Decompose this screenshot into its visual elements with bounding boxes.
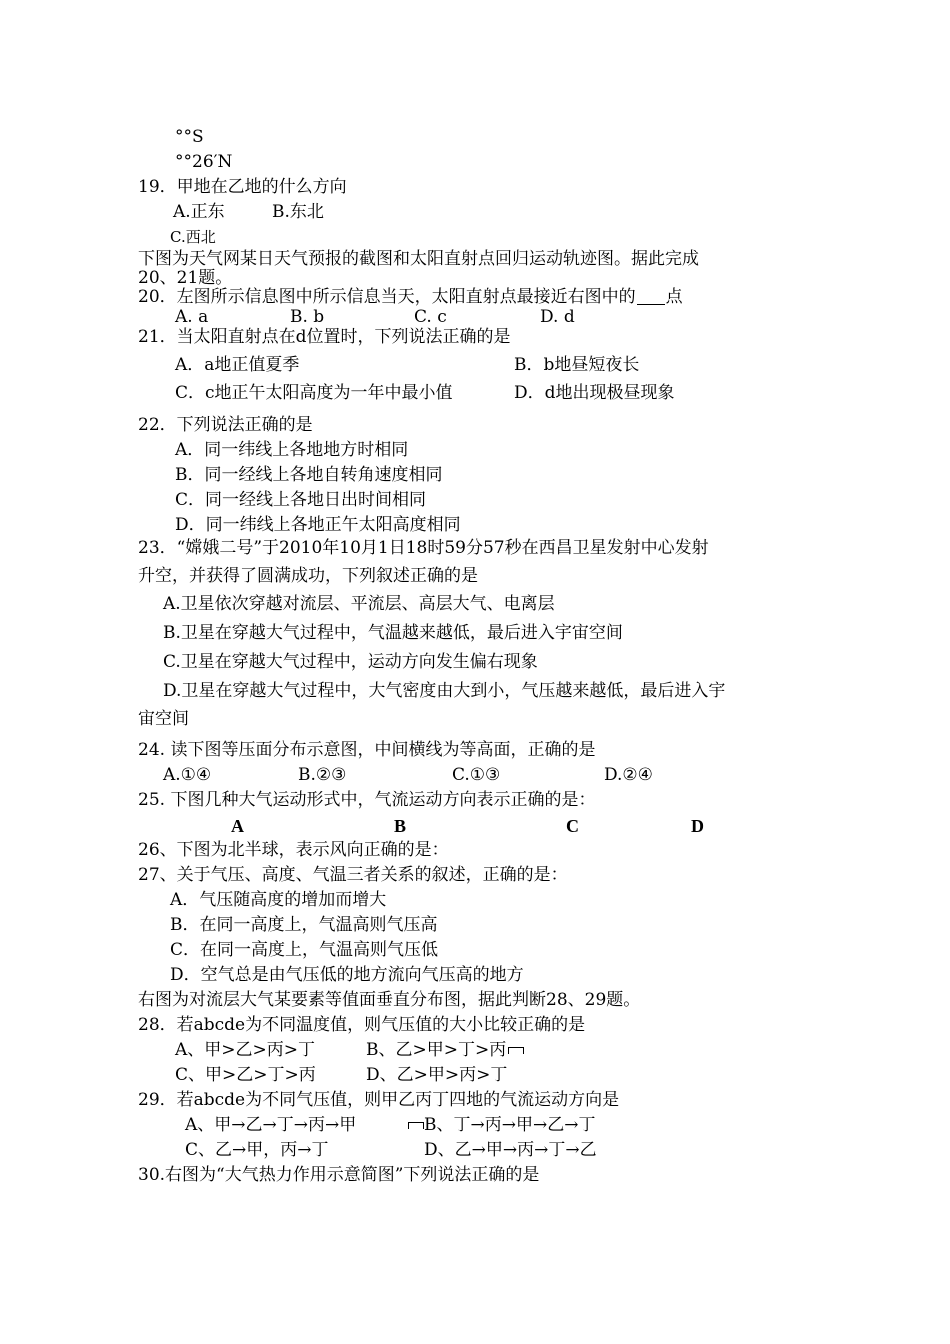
intro-28-29: 右图为对流层大气某要素等值面垂直分布图，据此判断28、29题。 xyxy=(138,990,641,1010)
question-22: 22．下列说法正确的是 xyxy=(138,415,313,435)
q21-option-d: D．d地出现极昼现象 xyxy=(514,383,675,403)
q29-option-b-text: B、丁→丙→甲→乙→丁 xyxy=(424,1115,596,1135)
bracket-mark xyxy=(508,1047,524,1054)
q20-option-d: D. d xyxy=(540,307,575,327)
q28-option-c: C、甲>乙>丁>丙 xyxy=(175,1065,316,1085)
q21-option-c: C．c地正午太阳高度为一年中最小值 xyxy=(175,383,453,403)
q20-option-c: C. c xyxy=(414,307,447,327)
degree-line-n: °°26′N xyxy=(175,152,233,172)
q27-option-b: B．在同一高度上，气温高则气压高 xyxy=(170,915,438,935)
q29-option-a: A、甲→乙→丁→丙→甲 xyxy=(185,1115,357,1135)
q22-option-a: A．同一纬线上各地地方时相同 xyxy=(175,440,409,460)
question-23-line1: 23．“嫦娥二号”于2010年10月1日18时59分57秒在西昌卫星发射中心发射 xyxy=(138,538,709,558)
q21-option-a: A．a地正值夏季 xyxy=(175,355,300,375)
q20-text-end: 点 xyxy=(665,287,683,307)
intro-20-21-line2: 20、21题。 xyxy=(138,268,233,288)
q20-text: 20．左图所示信息图中所示信息当天，太阳直射点最接近右图中的 xyxy=(138,287,636,307)
intro-20-21-line1: 下图为天气网某日天气预报的截图和太阳直射点回归运动轨迹图。据此完成 xyxy=(138,249,699,269)
question-23-line2: 升空，并获得了圆满成功，下列叙述正确的是 xyxy=(138,566,478,586)
q24-option-d: D.②④ xyxy=(604,765,653,785)
q19-option-c: C.西北 xyxy=(170,228,216,246)
q19-option-a: A.正东 xyxy=(173,202,225,222)
q24-option-a: A.①④ xyxy=(163,765,212,785)
question-27: 27、关于气压、高度、气温三者关系的叙述，正确的是： xyxy=(138,865,568,885)
q25-label-a: A xyxy=(231,816,244,836)
q22-option-b: B．同一经线上各地自转角速度相同 xyxy=(175,465,443,485)
question-20 xyxy=(138,286,683,308)
bracket-mark xyxy=(408,1122,424,1129)
q28-option-b xyxy=(366,1039,524,1061)
question-26: 26、下图为北半球，表示风向正确的是： xyxy=(138,840,449,860)
q28-option-b-text: B、乙>甲>丁>丙 xyxy=(366,1040,507,1060)
question-29: 29．若abcde为不同气压值，则甲乙丙丁四地的气流运动方向是 xyxy=(138,1090,620,1110)
q23-option-c: C.卫星在穿越大气过程中，运动方向发生偏右现象 xyxy=(163,652,538,672)
question-25: 25. 下图几种大气运动形式中，气流运动方向表示正确的是： xyxy=(138,790,596,810)
q19-option-b: B.东北 xyxy=(272,202,324,222)
q27-option-d: D．空气总是由气压低的地方流向气压高的地方 xyxy=(170,965,524,985)
q28-option-d: D、乙>甲>丙>丁 xyxy=(366,1065,508,1085)
q20-option-b: B. b xyxy=(290,307,325,327)
q23-option-d-line2: 宙空间 xyxy=(138,709,189,729)
degree-line-s: °°S xyxy=(175,127,204,147)
q23-option-d-line1: D.卫星在穿越大气过程中，大气密度由大到小，气压越来越低，最后进入宇 xyxy=(163,681,726,701)
q25-label-b: B xyxy=(394,816,407,836)
q23-option-b: B.卫星在穿越大气过程中，气温越来越低，最后进入宇宙空间 xyxy=(163,623,623,643)
q27-option-c: C．在同一高度上，气温高则气压低 xyxy=(170,940,439,960)
q29-option-c: C、乙→甲，丙→丁 xyxy=(185,1140,329,1160)
q20-option-a: A. a xyxy=(175,307,209,327)
question-19: 19．甲地在乙地的什么方向 xyxy=(138,177,347,197)
question-21: 21．当太阳直射点在d位置时，下列说法正确的是 xyxy=(138,327,511,347)
q21-option-b: B．b地昼短夜长 xyxy=(514,355,640,375)
q25-label-d: D xyxy=(691,816,704,836)
answer-blank xyxy=(637,288,665,305)
q22-option-c: C．同一经线上各地日出时间相同 xyxy=(175,490,427,510)
q28-option-a: A、甲>乙>丙>丁 xyxy=(175,1040,316,1060)
question-28: 28．若abcde为不同温度值，则气压值的大小比较正确的是 xyxy=(138,1015,586,1035)
q24-option-b: B.②③ xyxy=(298,765,347,785)
q29-option-d: D、乙→甲→丙→丁→乙 xyxy=(424,1140,597,1160)
q25-label-c: C xyxy=(566,816,579,836)
question-24: 24. 读下图等压面分布示意图，中间横线为等高面，正确的是 xyxy=(138,740,596,760)
q24-option-c: C.①③ xyxy=(452,765,501,785)
question-30: 30.右图为“大气热力作用示意简图”下列说法正确的是 xyxy=(138,1165,540,1185)
q29-option-b xyxy=(406,1114,595,1136)
q22-option-d: D．同一纬线上各地正午太阳高度相同 xyxy=(175,515,461,535)
q27-option-a: A．气压随高度的增加而增大 xyxy=(170,890,387,910)
q23-option-a: A.卫星依次穿越对流层、平流层、高层大气、电离层 xyxy=(163,594,555,614)
